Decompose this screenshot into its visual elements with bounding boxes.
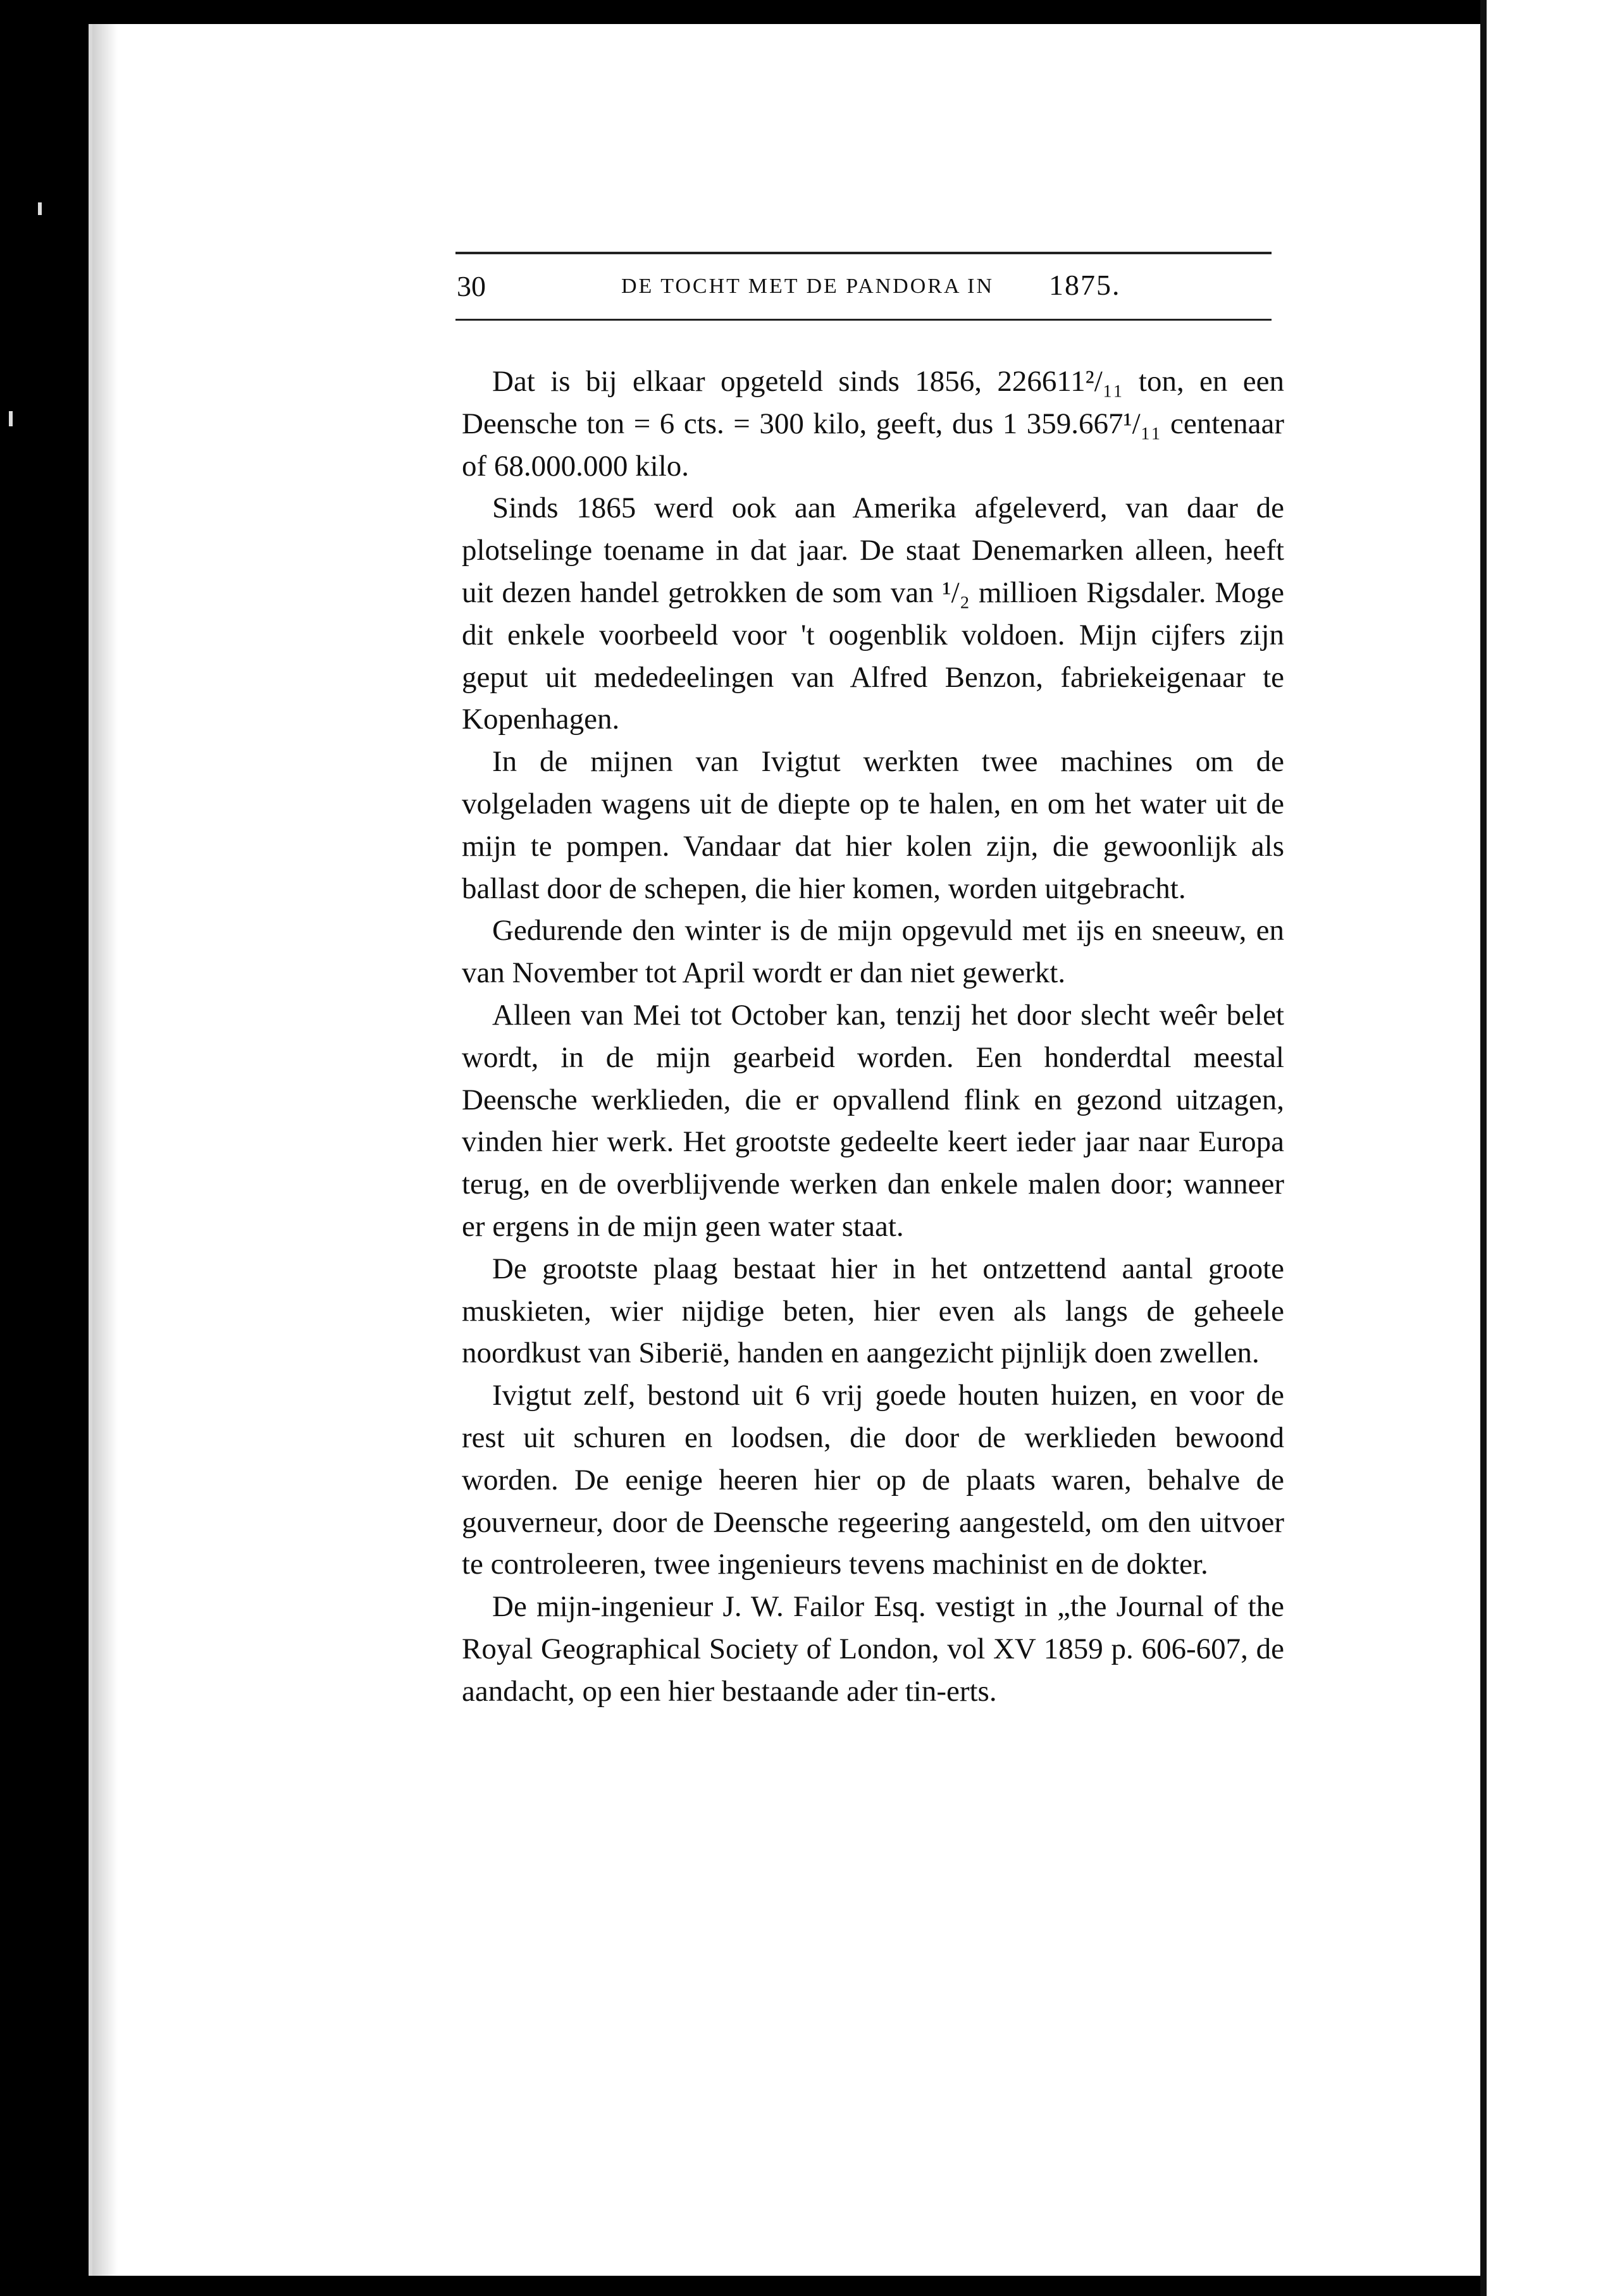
gutter-shadow xyxy=(92,24,118,2276)
paragraph: De mijn-ingenieur J. W. Failor Esq. vestigt in „the Journal of the Royal Geographical Society of London, vol XV 1859 p. 606-607, de aandacht, op een hier bestaande ader tin-erts. xyxy=(462,1590,1284,1708)
scan-dark-margin xyxy=(0,0,89,2296)
body-text xyxy=(462,361,1284,1713)
running-head-title: DE TOCHT MET DE PANDORA IN xyxy=(621,275,994,298)
paragraph: Sinds 1865 werd ook aan Amerika afgeleverd, van daar de plotselinge toename in dat jaar. De staat Denemarken alleen, heeft uit dezen handel getrokken de som van ¹/₂ millioen Rigsdaler. Moge dit enkele voorbeeld voor 't oogenblik voldoen. Mijn cijfers zijn geput uit mededeelingen van Alfred Benzon, fabriekeigenaar te Kopenhagen. xyxy=(462,491,1284,736)
paragraph: De grootste plaag bestaat hier in het ontzettend aantal groote muskieten, wier nijdige beten, hier even als langs de geheele noordkust van Siberië, handen en aangezicht pijnlijk doen zwellen. xyxy=(462,1252,1284,1370)
scan-speck xyxy=(9,411,13,426)
scan-speck xyxy=(38,202,42,215)
page-number: 30 xyxy=(457,270,486,302)
running-head-year: 1875. xyxy=(1049,269,1121,301)
paragraph: Ivigtut zelf, bestond uit 6 vrij goede houten huizen, en voor de rest uit schuren en loodsen, die door de werklieden bewoond worden. De eenige heeren hier op de plaats waren, behalve de gouverneur, door de Deensche regeering aangesteld, om den uitvoer te controleeren, twee ingenieurs tevens machinist en de dokter. xyxy=(462,1379,1284,1581)
paragraph: Alleen van Mei tot October kan, tenzij het door slecht weêr belet wordt, in de mijn gearbeid worden. Een honderdtal meestal Deensche werklieden, die er opvallend flink en gezond uitzagen, vinden hier werk. Het grootste gedeelte keert ieder jaar naar Europa terug, en de overblijvende werken dan enkele malen door; wanneer er ergens in de mijn geen water staat. xyxy=(462,998,1284,1243)
paragraph: Dat is bij elkaar opgeteld sinds 1856, 226611²/₁₁ ton, en een Deensche ton = 6 cts. = 300 kilo, geeft, dus 1 359.667¹/₁₁ centenaar of 68.000.000 kilo. xyxy=(462,365,1284,483)
header-rule-top xyxy=(455,252,1272,254)
facing-page-edge xyxy=(1480,0,1622,2296)
paragraph: Gedurende den winter is de mijn opgevuld met ijs en sneeuw, en van November tot April wordt er dan niet gewerkt. xyxy=(462,914,1284,990)
running-head xyxy=(457,266,1273,310)
header-rule-bottom xyxy=(455,319,1272,321)
paragraph: In de mijnen van Ivigtut werkten twee machines om de volgeladen wagens uit de diepte op te halen, en om het water uit de mijn te pompen. Vandaar dat hier kolen zijn, die gewoonlijk als ballast door de schepen, die hier komen, worden uitgebracht. xyxy=(462,745,1284,905)
